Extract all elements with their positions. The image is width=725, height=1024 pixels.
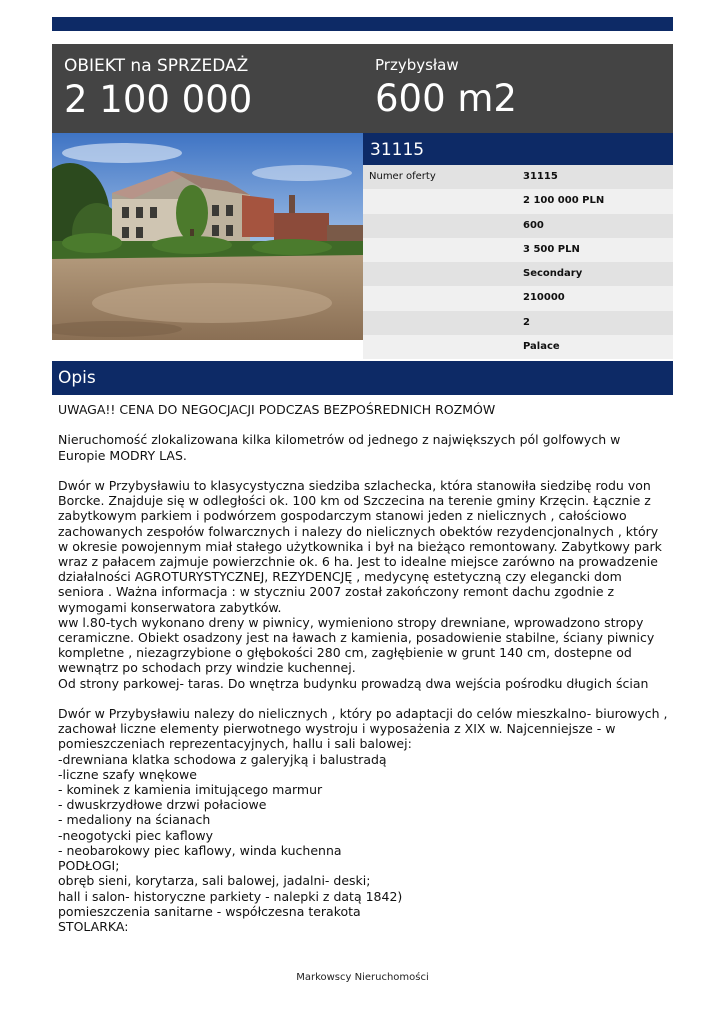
description-section-bar	[52, 361, 673, 395]
offer-id-title: 31115	[370, 140, 425, 160]
listing-area: 600 m2	[375, 77, 517, 120]
row-value: 210000	[523, 292, 565, 304]
header-left	[64, 56, 252, 122]
description-body	[58, 402, 668, 934]
offer-properties-table	[363, 165, 673, 359]
row-value: 600	[523, 219, 544, 231]
table-row	[363, 165, 673, 189]
row-value: 31115	[523, 171, 558, 182]
property-photo	[52, 133, 363, 340]
row-value: 2 100 000 PLN	[523, 195, 605, 207]
listing-type-label: OBIEKT na SPRZEDAŻ	[64, 56, 249, 76]
table-row	[363, 286, 673, 310]
row-value: 3 500 PLN	[523, 243, 580, 255]
table-row	[363, 335, 673, 359]
table-row	[363, 214, 673, 238]
table-row	[363, 238, 673, 262]
listing-city: Przybysław	[375, 56, 459, 74]
table-row	[363, 311, 673, 335]
table-row	[363, 262, 673, 286]
description-title: Opis	[58, 368, 96, 388]
row-value: 2	[523, 316, 530, 328]
listing-header	[52, 44, 673, 133]
header-right	[375, 56, 517, 121]
listing-price: 2 100 000	[64, 78, 253, 121]
top-accent-bar	[52, 17, 673, 31]
row-value: Palace	[523, 341, 560, 353]
row-value: Secondary	[523, 268, 583, 280]
table-row	[363, 189, 673, 213]
row-key: Numer oferty	[369, 171, 436, 182]
offer-id-bar	[363, 133, 673, 165]
palace-photo-illustration	[52, 133, 363, 340]
page-footer: Markowscy Nieruchomości	[296, 972, 429, 983]
description-text: UWAGA!! CENA DO NEGOCJACJI PODCZAS BEZPOŚREDNICH ROZMÓW Nieruchomość zlokalizowana kilka kilometrów od jednego z największych pól golfowych w Europie MODRY LAS. Dwór w Przybysławiu to klasycystyczna siedziba szlachecka, która stanowiła siedzibę rodu von Borcke. Znajduje się w odległości ok. 100 km od Szczecina na terenie gminy Krzęcin. Łącznie z zabytkowym parkiem i podwórzem gospodarczym stanowi jeden z nielicznych , całościowo zachowanych zespołów folwarcznych i nalezy do nielicznych obektów rezydencjonalnych , który w okresie powojennym miał stałego użytkownika i był na bieżąco remontowany. Zabytkowy park wraz z pałacem zajmuje powierzchnie ok. 6 ha. Jest to idealne miejsce zarówno na prowadzenie działalności AGROTURYSTYCZNEJ, REZYDENCJĘ , medycynę estetyczną czy elegancki dom seniora . Ważna informacja : w styczniu 2007 został zakończony remont dachu zgodnie z wymogami konserwatora zabytków. ww l.80-tych wykonano dreny w piwnicy, wymieniono stropy drewniane, wprowadzono stropy ceramiczne. Obiekt osadzony jest na ławach z kamienia, posadowienie stabilne, ściany piwnicy kompletne , niezagrzybione o głębokości 280 cm, zagłębienie w grunt 140 cm, dostepne od wewnątrz po schodach przy windzie kuchennej. Od strony parkowej- taras. Do wnętrza budynku prowadzą dwa wejścia pośrodku długich ścian Dwór w Przybysławiu nalezy do nielicznych , który po adaptacji do celów mieszkalno- biurowych , zachował liczne elementy pierwotnego wystroju i wyposażenia z XIX w. Najcenniejsze - w pomieszczeniach reprezentacyjnych, hallu i sali balowej: -drewniana klatka schodowa z galeryjką i balustradą -liczne szafy wnękowe - kominek z kamienia imitującego marmur - dwuskrzydłowe drzwi połaciowe - medaliony na ścianach -neogotycki piec kaflowy - neobarokowy piec kaflowy, winda kuchenna PODŁOGI; obręb sieni, korytarza, sali balowej, jadalni- deski; hall i salon- historyczne parkiety - nalepki z datą 1842) pomieszczenia sanitarne - współczesna terakota STOLARKA:	[58, 402, 668, 934]
